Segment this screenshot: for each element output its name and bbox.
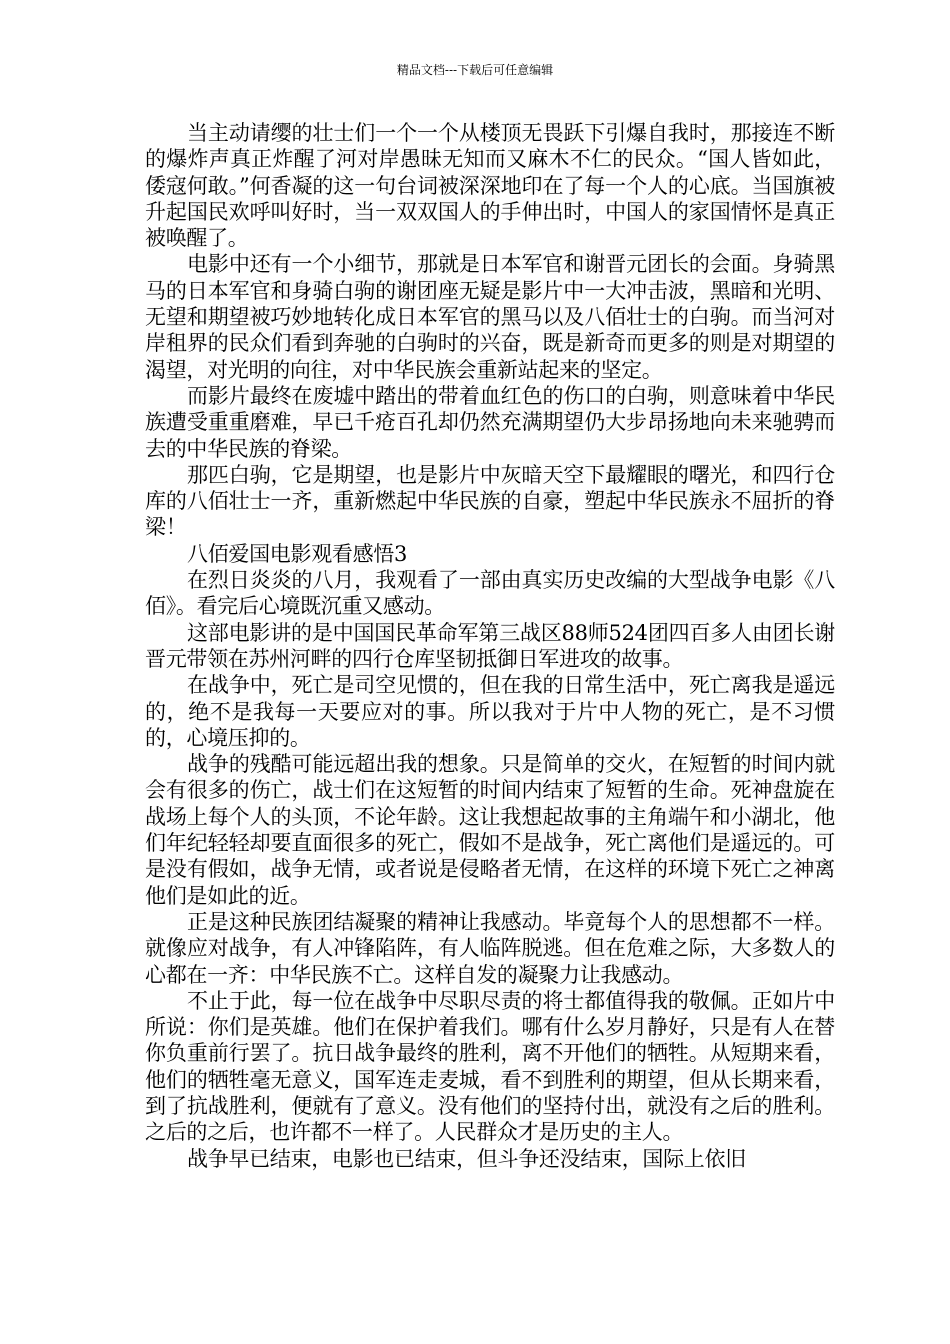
- paragraph: 那匹白驹，它是期望，也是影片中灰暗天空下最耀眼的曙光，和四行仓库的八佰壮士一齐，重新燃起中华民族的自豪，塑起中华民族永不屈折的脊梁！: [145, 462, 835, 540]
- paragraph: 当主动请缨的壮士们一个一个从楼顶无畏跃下引爆自我时，那接连不断的爆炸声真正炸醒了河对岸愚昧无知而又麻木不仁的民众。“国人皆如此，倭寇何敢。”何香凝的这一句台词被深深地印在了每一个人的心底。当国旗被升起国民欢呼叫好时，当一双双国人的手伸出时，中国人的家国情怀是真正被唤醒了。: [145, 121, 835, 251]
- document-body: [145, 120, 835, 1172]
- paragraph: 正是这种民族团结凝聚的精神让我感动。毕竟每个人的思想都不一样。就像应对战争，有人冲锋陷阵，有人临阵脱逃。但在危难之际，大多数人的心都在一齐：中华民族不亡。这样自发的凝聚力让我感动。: [145, 909, 835, 987]
- paragraph: 战争的残酷可能远超出我的想象。只是简单的交火，在短暂的时间内就会有很多的伤亡，战士们在这短暂的时间内结束了短暂的生命。死神盘旋在战场上每个人的头顶，不论年龄。这让我想起故事的主角端午和小湖北，他们年纪轻轻却要直面很多的死亡，假如不是战争，死亡离他们是遥远的。可是没有假如，战争无情，或者说是侵略者无情，在这样的环境下死亡之神离他们是如此的近。: [145, 752, 835, 908]
- paragraph: 电影中还有一个小细节，那就是日本军官和谢晋元团长的会面。身骑黑马的日本军官和身骑白驹的谢团座无疑是影片中一大冲击波，黑暗和光明、无望和期望被巧妙地转化成日本军官的黑马以及八佰壮士的白驹。而当河对岸租界的民众们看到奔驰的白驹时的兴奋，既是新奇而更多的则是对期望的渴望，对光明的向往，对中华民族会重新站起来的坚定。: [145, 252, 835, 382]
- paragraph: 在战争中，死亡是司空见惯的，但在我的日常生活中，死亡离我是遥远的，绝不是我每一天要应对的事。所以我对于片中人物的死亡，是不习惯的，心境压抑的。: [145, 673, 835, 750]
- page-header: 精品文档---下载后可任意编辑: [396, 63, 554, 77]
- paragraph: 而影片最终在废墟中踏出的带着血红色的伤口的白驹，则意味着中华民族遭受重重磨难，早已千疮百孔却仍然充满期望仍大步昂扬地向未来驰骋而去的中华民族的脊梁。: [145, 383, 835, 461]
- paragraph: 不止于此，每一位在战争中尽职尽责的将士都值得我的敬佩。正如片中所说：你们是英雄。他们在保护着我们。哪有什么岁月静好，只是有人在替你负重前行罢了。抗日战争最终的胜利，离不开他们的牺牲。从短期来看，他们的牺牲毫无意义，国军连走麦城，看不到胜利的期望，但从长期来看，到了抗战胜利，便就有了意义。没有他们的坚持付出，就没有之后的胜利。之后的之后，也许都不一样了。人民群众才是历史的主人。: [145, 988, 835, 1145]
- paragraph: 这部电影讲的是中国国民革命军第三战区88师524团四百多人由团长谢晋元带领在苏州河畔的四行仓库坚韧抵御日军进攻的故事。: [145, 620, 835, 671]
- section-heading: 八佰爱国电影观看感悟3: [187, 541, 408, 566]
- paragraph: 在烈日炎炎的八月，我观看了一部由真实历史改编的大型战争电影《八佰》。看完后心境既沉重又感动。: [145, 568, 835, 619]
- paragraph: 战争早已结束，电影也已结束，但斗争还没结束，国际上依旧: [187, 1146, 746, 1171]
